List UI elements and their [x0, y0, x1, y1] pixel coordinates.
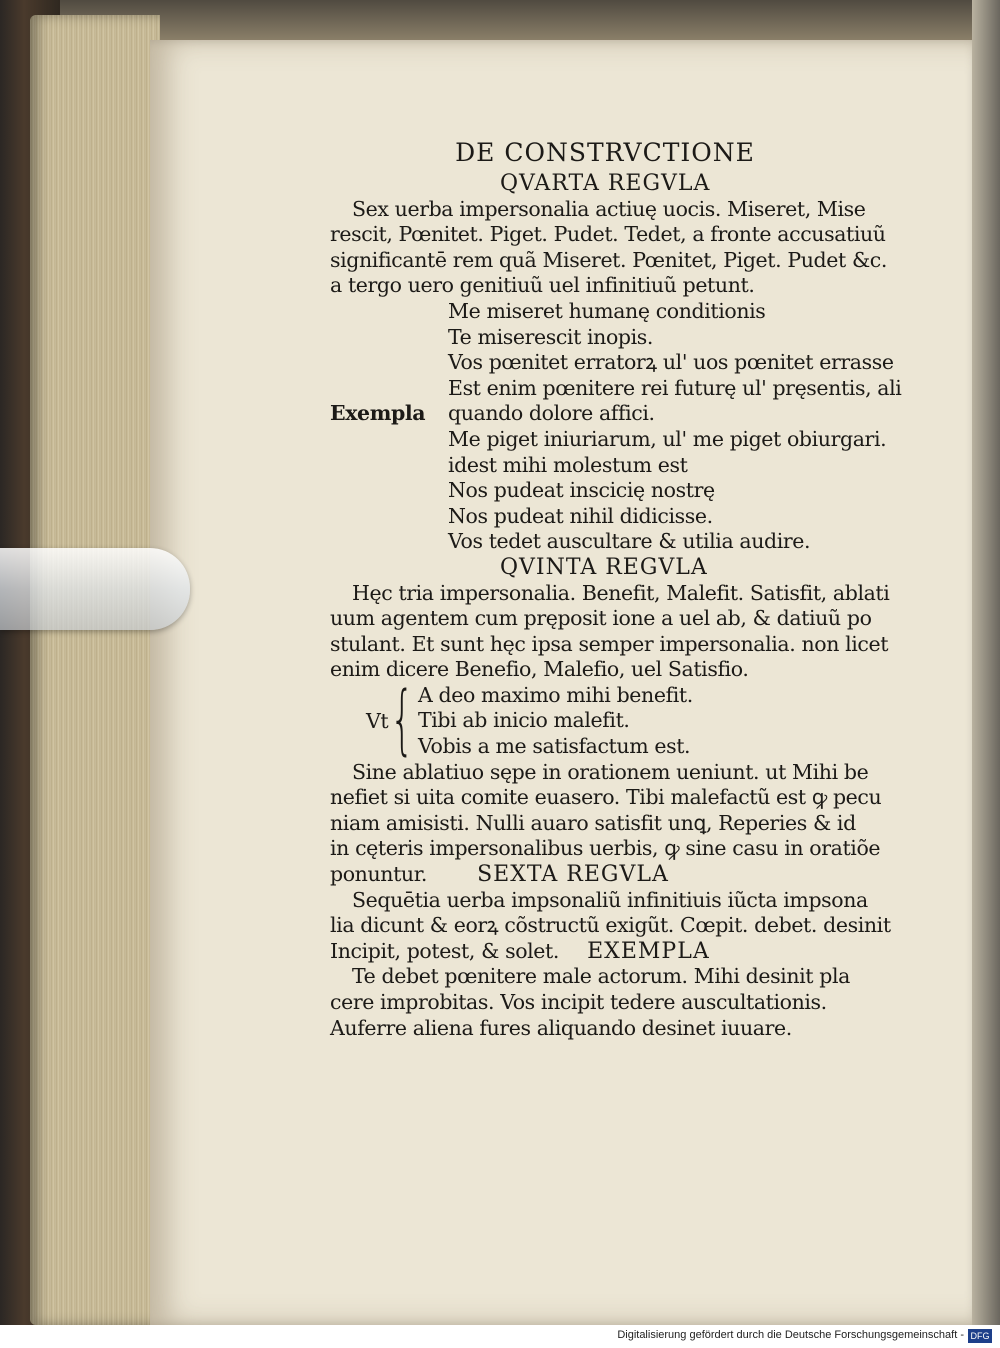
text-line: rescit, Pœnitet. Piget. Pudet. Tedet, a fronte accusatiuũ: [330, 222, 886, 247]
text-line: significantē rem quã Miseret. Pœnitet, Piget. Pudet &c.: [330, 247, 888, 272]
text-line: a tergo uero genitiuũ uel infinitiuũ petunt.: [330, 273, 755, 298]
brace-example-block: [330, 673, 930, 763]
example-line: Nos pudeat inscicię nostrę: [448, 478, 715, 503]
text-line: in cęteris impersonalibus uerbis, ꝙ sine casu in oratiõe: [330, 836, 881, 861]
brace-line: Tibi ab inicio malefit.: [418, 708, 630, 733]
text-line: Te debet pœnitere male actorum. Mihi desinit pla: [352, 964, 850, 989]
text-line: ponuntur.: [330, 862, 427, 887]
vt-label: Vt: [366, 708, 389, 733]
running-head: DE CONSTRVCTIONE: [455, 138, 755, 167]
book-top-edge: [60, 0, 1000, 40]
example-line: idest mihi molestum est: [448, 452, 688, 477]
example-line: Me miseret humanę conditionis: [448, 298, 766, 323]
example-line: Me piget iniuriarum, ul' me piget obiurgari.: [448, 426, 887, 451]
curly-brace-icon: {: [390, 673, 414, 763]
text-line: Auferre aliena fures aliquando desinet iuuare.: [330, 1015, 792, 1040]
text-line: Sine ablatiuo sępe in orationem ueniunt. ut Mihi be: [352, 759, 869, 784]
text-line: Incipit, potest, & solet.: [330, 938, 559, 963]
text-line: Hęc tria impersonalia. Benefit, Malefit. Satisfit, ablati: [352, 580, 890, 605]
text-line-with-heading: [330, 862, 930, 888]
section-heading: QVARTA REGVLA: [500, 171, 711, 196]
text-line: uum agentem cum pręposit ione a uel ab, & datiuũ po: [330, 606, 872, 631]
example-heading: EXEMPLA: [587, 938, 710, 964]
text-line: niam amisisti. Nulli auaro satisfit unꝗ, Reperies & id: [330, 810, 856, 835]
text-line: lia dicunt & eorꝝ cõstructũ exigũt. Cœpit. debet. desinit: [330, 913, 891, 938]
text-line: cere improbitas. Vos incipit tedere auscultationis.: [330, 990, 827, 1014]
brace-line: Vobis a me satisfactum est.: [418, 734, 691, 759]
text-line: Sex uerba impersonalia actiuę uocis. Miseret, Mise: [352, 196, 866, 221]
text-line-with-heading: [330, 939, 930, 965]
brace-line: A deo maximo mihi benefit.: [418, 682, 693, 707]
page-holder-clip: [0, 548, 190, 630]
example-line: quando dolore affici.: [448, 401, 655, 426]
example-line: Vos pœnitet erratorꝝ ul' uos pœnitet errasse: [448, 350, 894, 375]
text-line: enim dicere Benefio, Malefio, uel Satisfio.: [330, 657, 749, 682]
section-heading: QVINTA REGVLA: [500, 554, 708, 580]
funding-notice: Digitalisierung gefördert durch die Deutsche Forschungsgemeinschaft -: [617, 1329, 964, 1341]
dfg-logo: DFG: [968, 1329, 992, 1343]
book-page-edges: [30, 15, 160, 1325]
footer-bar: [0, 1325, 1000, 1348]
example-block: [330, 299, 930, 555]
example-line: Est enim pœnitere rei futurę ul' pręsentis, ali: [448, 375, 902, 400]
example-label: Exempla: [330, 400, 426, 425]
text-line: nefiet si uita comite euasero. Tibi malefactũ est ꝙ pecu: [330, 785, 882, 810]
example-line: Nos pudeat nihil didicisse.: [448, 503, 713, 528]
example-line: Te miserescit inopis.: [448, 324, 654, 349]
example-line: Vos tedet auscultare & utilia audire.: [448, 529, 811, 554]
section-heading: SEXTA REGVLA: [477, 862, 669, 888]
page-text: [330, 135, 930, 1041]
text-line: stulant. Et sunt hęc ipsa semper impersonalia. non licet: [330, 631, 889, 656]
text-line: Sequētia uerba impsonaliũ infinitiuis iũcta impsona: [352, 887, 868, 912]
book-gutter: [972, 0, 1000, 1325]
